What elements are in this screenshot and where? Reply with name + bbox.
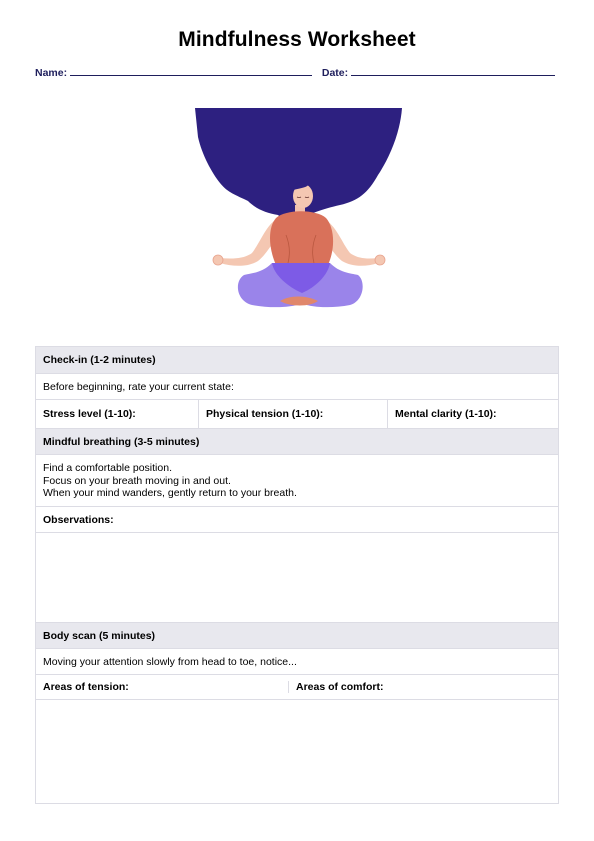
observations-label: Observations:	[36, 506, 558, 532]
comfort-label: Areas of comfort:	[288, 681, 558, 693]
date-field[interactable]	[351, 66, 555, 76]
observations-area[interactable]	[36, 532, 558, 622]
bodyscan-areas-row	[36, 699, 558, 803]
worksheet-table	[35, 346, 559, 804]
meditating-woman-illustration	[190, 105, 405, 315]
top-shape	[270, 211, 333, 265]
breathing-line: Focus on your breath moving in and out.	[43, 474, 231, 487]
physical-tension-field[interactable]: Physical tension (1-10):	[198, 400, 387, 428]
breathing-heading: Mindful breathing (3-5 minutes)	[36, 428, 558, 454]
bodyscan-heading: Body scan (5 minutes)	[36, 622, 558, 648]
checkin-heading: Check-in (1-2 minutes)	[36, 347, 558, 373]
bodyscan-prompt: Moving your attention slowly from head to toe, notice...	[36, 648, 558, 674]
name-field[interactable]	[70, 66, 312, 76]
checkin-prompt: Before beginning, rate your current state:	[36, 373, 558, 399]
stress-level-field[interactable]: Stress level (1-10):	[43, 408, 136, 420]
header-fields	[35, 66, 555, 79]
date-label: Date:	[321, 67, 349, 79]
breathing-line: Find a comfortable position.	[43, 462, 172, 474]
tension-label: Areas of tension:	[43, 681, 129, 693]
mental-clarity-field[interactable]: Mental clarity (1-10):	[387, 400, 558, 428]
breathing-instructions	[36, 454, 558, 506]
checkin-ratings-row	[36, 399, 558, 428]
page-title: Mindfulness Worksheet	[178, 28, 416, 51]
bodyscan-labels-row	[36, 674, 558, 699]
breathing-line: When your mind wanders, gently return to your breath.	[43, 487, 297, 499]
name-label: Name:	[35, 67, 68, 79]
